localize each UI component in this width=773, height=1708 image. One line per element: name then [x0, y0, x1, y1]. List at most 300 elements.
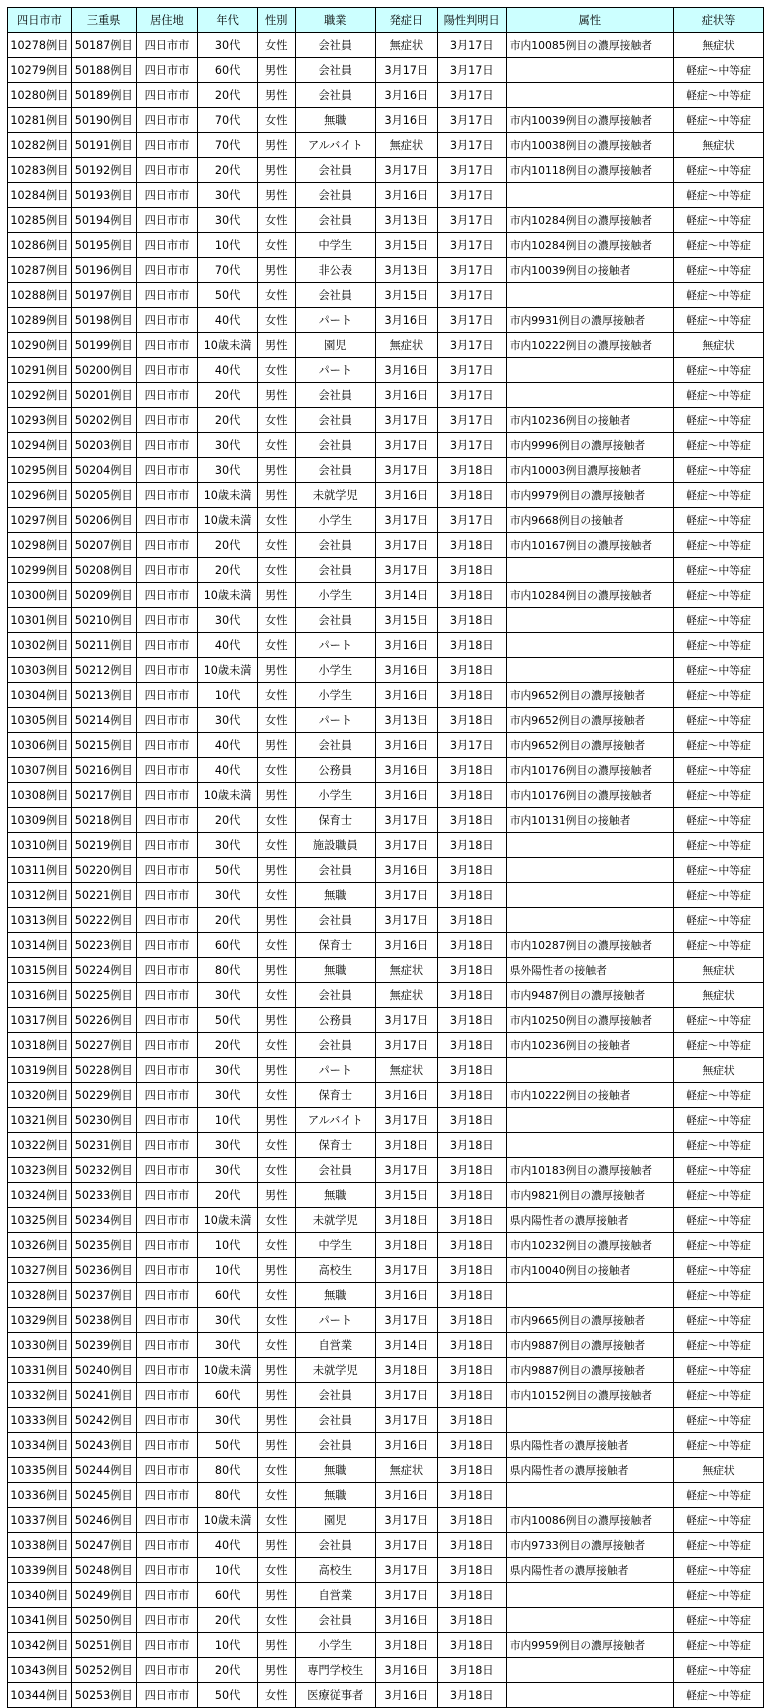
cell-age: 30代 — [198, 433, 258, 458]
cell-sex: 女性 — [257, 708, 295, 733]
cell-city-case: 10341例目 — [8, 1608, 72, 1633]
cell-sex: 男性 — [257, 583, 295, 608]
cell-age: 10代 — [198, 1108, 258, 1133]
cell-residence: 四日市市 — [136, 958, 198, 983]
cell-symptoms: 軽症～中等症 — [674, 1608, 764, 1633]
cell-sex: 男性 — [257, 733, 295, 758]
cell-symptoms: 軽症～中等症 — [674, 1233, 764, 1258]
table-row — [8, 383, 764, 408]
cell-prefecture-case: 50187例目 — [71, 33, 136, 58]
cell-occupation: 会社員 — [295, 608, 376, 633]
cell-occupation: 非公表 — [295, 258, 376, 283]
table-row — [8, 558, 764, 583]
cell-symptoms: 軽症～中等症 — [674, 1558, 764, 1583]
cell-sex: 男性 — [257, 1583, 295, 1608]
cell-age: 50代 — [198, 858, 258, 883]
cell-age: 20代 — [198, 533, 258, 558]
cell-onset-date: 3月17日 — [376, 833, 438, 858]
cell-prefecture-case: 50231例目 — [71, 1133, 136, 1158]
table-row — [8, 108, 764, 133]
cell-positive-date: 3月17日 — [437, 33, 506, 58]
cell-sex: 男性 — [257, 458, 295, 483]
cell-onset-date: 3月17日 — [376, 508, 438, 533]
cell-onset-date: 3月18日 — [376, 1133, 438, 1158]
cell-attribute: 市内9487例目の濃厚接触者 — [506, 983, 673, 1008]
cell-residence: 四日市市 — [136, 1558, 198, 1583]
cell-positive-date: 3月17日 — [437, 433, 506, 458]
cell-age: 50代 — [198, 283, 258, 308]
cell-sex: 女性 — [257, 633, 295, 658]
cell-symptoms: 軽症～中等症 — [674, 558, 764, 583]
cell-positive-date: 3月18日 — [437, 1683, 506, 1708]
cell-sex: 男性 — [257, 1633, 295, 1658]
cell-prefecture-case: 50207例目 — [71, 533, 136, 558]
table-row — [8, 1083, 764, 1108]
header-sex: 性別 — [257, 8, 295, 33]
cell-residence: 四日市市 — [136, 1533, 198, 1558]
cell-occupation: 専門学校生 — [295, 1658, 376, 1683]
cell-occupation: 会社員 — [295, 83, 376, 108]
cell-sex: 女性 — [257, 608, 295, 633]
cell-prefecture-case: 50226例目 — [71, 1008, 136, 1033]
cell-residence: 四日市市 — [136, 1458, 198, 1483]
cell-symptoms: 無症状 — [674, 983, 764, 1008]
cell-symptoms: 軽症～中等症 — [674, 1508, 764, 1533]
cell-onset-date: 3月16日 — [376, 1683, 438, 1708]
cell-occupation: 会社員 — [295, 183, 376, 208]
cell-onset-date: 3月17日 — [376, 1108, 438, 1133]
cell-onset-date: 3月17日 — [376, 1558, 438, 1583]
table-row — [8, 1358, 764, 1383]
cell-prefecture-case: 50213例目 — [71, 683, 136, 708]
cell-sex: 女性 — [257, 33, 295, 58]
cell-residence: 四日市市 — [136, 408, 198, 433]
table-row — [8, 533, 764, 558]
cell-occupation: 会社員 — [295, 733, 376, 758]
cell-age: 30代 — [198, 708, 258, 733]
cell-symptoms: 無症状 — [674, 33, 764, 58]
table-row — [8, 1008, 764, 1033]
cell-attribute — [506, 1408, 673, 1433]
cell-attribute: 市内10086例目の濃厚接触者 — [506, 1508, 673, 1533]
cell-age: 10歳未満 — [198, 658, 258, 683]
cell-positive-date: 3月18日 — [437, 1458, 506, 1483]
cell-positive-date: 3月17日 — [437, 133, 506, 158]
cell-age: 10代 — [198, 683, 258, 708]
cell-attribute: 市内9887例目の濃厚接触者 — [506, 1333, 673, 1358]
cell-residence: 四日市市 — [136, 733, 198, 758]
cell-age: 20代 — [198, 383, 258, 408]
cell-residence: 四日市市 — [136, 1333, 198, 1358]
cell-onset-date: 3月18日 — [376, 1233, 438, 1258]
cell-prefecture-case: 50244例目 — [71, 1458, 136, 1483]
cell-symptoms: 軽症～中等症 — [674, 733, 764, 758]
cell-prefecture-case: 50196例目 — [71, 258, 136, 283]
cell-residence: 四日市市 — [136, 383, 198, 408]
cell-symptoms: 軽症～中等症 — [674, 783, 764, 808]
cell-city-case: 10290例目 — [8, 333, 72, 358]
cell-sex: 女性 — [257, 1608, 295, 1633]
cell-positive-date: 3月17日 — [437, 333, 506, 358]
cell-attribute: 市内10183例目の濃厚接触者 — [506, 1158, 673, 1183]
cell-positive-date: 3月17日 — [437, 108, 506, 133]
cell-residence: 四日市市 — [136, 683, 198, 708]
cell-positive-date: 3月18日 — [437, 1608, 506, 1633]
cell-sex: 男性 — [257, 158, 295, 183]
cell-positive-date: 3月18日 — [437, 1033, 506, 1058]
cell-positive-date: 3月18日 — [437, 458, 506, 483]
cell-occupation: 会社員 — [295, 33, 376, 58]
cell-sex: 女性 — [257, 833, 295, 858]
cell-occupation: 高校生 — [295, 1258, 376, 1283]
cell-attribute — [506, 58, 673, 83]
cell-onset-date: 3月16日 — [376, 1083, 438, 1108]
cell-prefecture-case: 50228例目 — [71, 1058, 136, 1083]
cell-onset-date: 3月16日 — [376, 183, 438, 208]
header-row — [8, 8, 764, 33]
cell-onset-date: 3月16日 — [376, 1283, 438, 1308]
cell-occupation: 無職 — [295, 1183, 376, 1208]
cell-prefecture-case: 50237例目 — [71, 1283, 136, 1308]
cell-city-case: 10281例目 — [8, 108, 72, 133]
cell-occupation: 未就学児 — [295, 1208, 376, 1233]
cell-residence: 四日市市 — [136, 108, 198, 133]
cell-occupation: 保育士 — [295, 1083, 376, 1108]
cell-sex: 男性 — [257, 1058, 295, 1083]
cell-occupation: 会社員 — [295, 58, 376, 83]
cell-city-case: 10306例目 — [8, 733, 72, 758]
table-row — [8, 158, 764, 183]
cell-attribute — [506, 1683, 673, 1708]
cell-residence: 四日市市 — [136, 308, 198, 333]
case-table-body — [8, 33, 764, 1708]
cell-attribute — [506, 1608, 673, 1633]
cell-symptoms: 無症状 — [674, 1058, 764, 1083]
cell-sex: 男性 — [257, 1008, 295, 1033]
cell-city-case: 10344例目 — [8, 1683, 72, 1708]
cell-age: 30代 — [198, 1083, 258, 1108]
cell-prefecture-case: 50232例目 — [71, 1158, 136, 1183]
cell-age: 10歳未満 — [198, 508, 258, 533]
cell-sex: 女性 — [257, 758, 295, 783]
table-row — [8, 208, 764, 233]
cell-city-case: 10284例目 — [8, 183, 72, 208]
cell-city-case: 10325例目 — [8, 1208, 72, 1233]
cell-city-case: 10305例目 — [8, 708, 72, 733]
cell-symptoms: 軽症～中等症 — [674, 83, 764, 108]
cell-positive-date: 3月17日 — [437, 58, 506, 83]
cell-onset-date: 無症状 — [376, 333, 438, 358]
table-row — [8, 1458, 764, 1483]
cell-residence: 四日市市 — [136, 1033, 198, 1058]
cell-positive-date: 3月18日 — [437, 908, 506, 933]
header-symptoms: 症状等 — [674, 8, 764, 33]
cell-age: 30代 — [198, 1408, 258, 1433]
cell-sex: 男性 — [257, 1108, 295, 1133]
cell-prefecture-case: 50222例目 — [71, 908, 136, 933]
cell-age: 30代 — [198, 458, 258, 483]
cell-positive-date: 3月18日 — [437, 533, 506, 558]
header-residence: 居住地 — [136, 8, 198, 33]
cell-sex: 女性 — [257, 1233, 295, 1258]
cell-occupation: 無職 — [295, 1458, 376, 1483]
cell-age: 30代 — [198, 208, 258, 233]
cell-positive-date: 3月18日 — [437, 1533, 506, 1558]
cell-city-case: 10287例目 — [8, 258, 72, 283]
cell-sex: 女性 — [257, 533, 295, 558]
cell-occupation: 会社員 — [295, 1383, 376, 1408]
cell-attribute — [506, 1583, 673, 1608]
cell-attribute: 市内9931例目の濃厚接触者 — [506, 308, 673, 333]
cell-positive-date: 3月18日 — [437, 1483, 506, 1508]
cell-city-case: 10301例目 — [8, 608, 72, 633]
cell-prefecture-case: 50248例目 — [71, 1558, 136, 1583]
table-row — [8, 1233, 764, 1258]
table-row — [8, 433, 764, 458]
table-row — [8, 1208, 764, 1233]
header-prefecture-case: 三重県 — [71, 8, 136, 33]
cell-residence: 四日市市 — [136, 1308, 198, 1333]
cell-attribute: 県内陽性者の濃厚接触者 — [506, 1433, 673, 1458]
cell-age: 60代 — [198, 1383, 258, 1408]
cell-prefecture-case: 50190例目 — [71, 108, 136, 133]
cell-city-case: 10300例目 — [8, 583, 72, 608]
cell-prefecture-case: 50195例目 — [71, 233, 136, 258]
table-row — [8, 1283, 764, 1308]
cell-age: 40代 — [198, 758, 258, 783]
cell-city-case: 10294例目 — [8, 433, 72, 458]
cell-city-case: 10316例目 — [8, 983, 72, 1008]
cell-age: 10歳未満 — [198, 583, 258, 608]
cell-residence: 四日市市 — [136, 1058, 198, 1083]
cell-onset-date: 3月18日 — [376, 1208, 438, 1233]
cell-symptoms: 軽症～中等症 — [674, 233, 764, 258]
cell-symptoms: 軽症～中等症 — [674, 433, 764, 458]
cell-attribute — [506, 358, 673, 383]
cell-symptoms: 軽症～中等症 — [674, 258, 764, 283]
table-row — [8, 33, 764, 58]
header-occupation: 職業 — [295, 8, 376, 33]
cell-attribute: 県外陽性者の接触者 — [506, 958, 673, 983]
cell-positive-date: 3月17日 — [437, 358, 506, 383]
cell-sex: 男性 — [257, 1358, 295, 1383]
cell-residence: 四日市市 — [136, 1683, 198, 1708]
cell-onset-date: 3月16日 — [376, 83, 438, 108]
cell-prefecture-case: 50217例目 — [71, 783, 136, 808]
table-row — [8, 833, 764, 858]
cell-attribute: 市内9996例目の濃厚接触者 — [506, 433, 673, 458]
cell-residence: 四日市市 — [136, 183, 198, 208]
cell-symptoms: 軽症～中等症 — [674, 458, 764, 483]
cell-attribute: 市内10152例目の濃厚接触者 — [506, 1383, 673, 1408]
cell-residence: 四日市市 — [136, 1383, 198, 1408]
cell-symptoms: 軽症～中等症 — [674, 758, 764, 783]
cell-city-case: 10318例目 — [8, 1033, 72, 1058]
cell-symptoms: 軽症～中等症 — [674, 933, 764, 958]
cell-positive-date: 3月18日 — [437, 1083, 506, 1108]
cell-city-case: 10329例目 — [8, 1308, 72, 1333]
cell-positive-date: 3月18日 — [437, 858, 506, 883]
cell-symptoms: 軽症～中等症 — [674, 533, 764, 558]
cell-symptoms: 軽症～中等症 — [674, 58, 764, 83]
cell-sex: 女性 — [257, 1308, 295, 1333]
cell-prefecture-case: 50221例目 — [71, 883, 136, 908]
cell-symptoms: 軽症～中等症 — [674, 1358, 764, 1383]
header-onset-date: 発症日 — [376, 8, 438, 33]
cell-positive-date: 3月18日 — [437, 808, 506, 833]
cell-occupation: 未就学児 — [295, 483, 376, 508]
cell-city-case: 10296例目 — [8, 483, 72, 508]
cell-age: 60代 — [198, 933, 258, 958]
cell-positive-date: 3月18日 — [437, 933, 506, 958]
cell-sex: 女性 — [257, 1133, 295, 1158]
cell-city-case: 10314例目 — [8, 933, 72, 958]
cell-sex: 女性 — [257, 558, 295, 583]
cell-age: 40代 — [198, 1533, 258, 1558]
cell-city-case: 10307例目 — [8, 758, 72, 783]
cell-city-case: 10336例目 — [8, 1483, 72, 1508]
cell-residence: 四日市市 — [136, 558, 198, 583]
cell-onset-date: 3月15日 — [376, 1183, 438, 1208]
cell-sex: 女性 — [257, 233, 295, 258]
header-attribute: 属性 — [506, 8, 673, 33]
cell-age: 70代 — [198, 133, 258, 158]
cell-prefecture-case: 50191例目 — [71, 133, 136, 158]
cell-attribute — [506, 1133, 673, 1158]
cell-occupation: 無職 — [295, 1283, 376, 1308]
cell-sex: 女性 — [257, 1283, 295, 1308]
cell-city-case: 10292例目 — [8, 383, 72, 408]
cell-occupation: 会社員 — [295, 283, 376, 308]
cell-occupation: 無職 — [295, 108, 376, 133]
table-row — [8, 758, 764, 783]
cell-symptoms: 軽症～中等症 — [674, 1683, 764, 1708]
cell-prefecture-case: 50214例目 — [71, 708, 136, 733]
cell-age: 30代 — [198, 608, 258, 633]
table-row — [8, 483, 764, 508]
cell-city-case: 10285例目 — [8, 208, 72, 233]
cell-residence: 四日市市 — [136, 808, 198, 833]
cell-age: 20代 — [198, 808, 258, 833]
cell-positive-date: 3月18日 — [437, 1233, 506, 1258]
cell-onset-date: 3月17日 — [376, 1383, 438, 1408]
cell-sex: 女性 — [257, 108, 295, 133]
cell-prefecture-case: 50240例目 — [71, 1358, 136, 1383]
cell-residence: 四日市市 — [136, 1008, 198, 1033]
cell-prefecture-case: 50208例目 — [71, 558, 136, 583]
cell-onset-date: 3月17日 — [376, 533, 438, 558]
cell-residence: 四日市市 — [136, 783, 198, 808]
cell-prefecture-case: 50230例目 — [71, 1108, 136, 1133]
cell-sex: 女性 — [257, 1458, 295, 1483]
table-row — [8, 458, 764, 483]
cell-age: 70代 — [198, 108, 258, 133]
cell-onset-date: 3月17日 — [376, 883, 438, 908]
cell-city-case: 10315例目 — [8, 958, 72, 983]
cell-sex: 男性 — [257, 1533, 295, 1558]
cell-age: 80代 — [198, 1458, 258, 1483]
cell-positive-date: 3月18日 — [437, 708, 506, 733]
table-row — [8, 608, 764, 633]
cell-symptoms: 軽症～中等症 — [674, 1258, 764, 1283]
cell-age: 10代 — [198, 1258, 258, 1283]
cell-residence: 四日市市 — [136, 1633, 198, 1658]
cell-attribute: 市内10284例目の濃厚接触者 — [506, 208, 673, 233]
cell-onset-date: 3月16日 — [376, 358, 438, 383]
cell-residence: 四日市市 — [136, 1208, 198, 1233]
cell-sex: 女性 — [257, 983, 295, 1008]
cell-age: 30代 — [198, 33, 258, 58]
cell-city-case: 10298例目 — [8, 533, 72, 558]
cell-city-case: 10328例目 — [8, 1283, 72, 1308]
cell-prefecture-case: 50227例目 — [71, 1033, 136, 1058]
cell-prefecture-case: 50249例目 — [71, 1583, 136, 1608]
cell-symptoms: 軽症～中等症 — [674, 808, 764, 833]
cell-onset-date: 3月17日 — [376, 558, 438, 583]
cell-positive-date: 3月18日 — [437, 783, 506, 808]
cell-sex: 男性 — [257, 333, 295, 358]
cell-age: 30代 — [198, 1133, 258, 1158]
cell-occupation: 会社員 — [295, 1433, 376, 1458]
cell-positive-date: 3月17日 — [437, 733, 506, 758]
cell-residence: 四日市市 — [136, 583, 198, 608]
cell-sex: 女性 — [257, 683, 295, 708]
cell-positive-date: 3月18日 — [437, 483, 506, 508]
table-row — [8, 1333, 764, 1358]
cell-symptoms: 軽症～中等症 — [674, 683, 764, 708]
cell-symptoms: 軽症～中等症 — [674, 1283, 764, 1308]
cell-attribute — [506, 1108, 673, 1133]
cell-residence: 四日市市 — [136, 633, 198, 658]
cell-city-case: 10295例目 — [8, 458, 72, 483]
cell-occupation: 会社員 — [295, 1608, 376, 1633]
cell-onset-date: 3月13日 — [376, 708, 438, 733]
cell-symptoms: 軽症～中等症 — [674, 1033, 764, 1058]
cell-residence: 四日市市 — [136, 858, 198, 883]
cell-prefecture-case: 50194例目 — [71, 208, 136, 233]
cell-prefecture-case: 50215例目 — [71, 733, 136, 758]
cell-onset-date: 無症状 — [376, 33, 438, 58]
cell-city-case: 10335例目 — [8, 1458, 72, 1483]
cell-positive-date: 3月17日 — [437, 83, 506, 108]
cell-sex: 女性 — [257, 1683, 295, 1708]
cell-prefecture-case: 50241例目 — [71, 1383, 136, 1408]
table-row — [8, 1683, 764, 1708]
cell-sex: 女性 — [257, 1508, 295, 1533]
cell-positive-date: 3月18日 — [437, 1383, 506, 1408]
cell-age: 40代 — [198, 308, 258, 333]
cell-residence: 四日市市 — [136, 1583, 198, 1608]
cell-attribute: 市内10167例目の濃厚接触者 — [506, 533, 673, 558]
cell-sex: 男性 — [257, 1433, 295, 1458]
cell-prefecture-case: 50192例目 — [71, 158, 136, 183]
cell-onset-date: 3月16日 — [376, 1483, 438, 1508]
cell-age: 10歳未満 — [198, 483, 258, 508]
cell-attribute: 市内10236例目の接触者 — [506, 1033, 673, 1058]
cell-city-case: 10337例目 — [8, 1508, 72, 1533]
cell-prefecture-case: 50209例目 — [71, 583, 136, 608]
cell-residence: 四日市市 — [136, 258, 198, 283]
cell-occupation: 会社員 — [295, 1158, 376, 1183]
cell-symptoms: 軽症～中等症 — [674, 1083, 764, 1108]
cell-prefecture-case: 50229例目 — [71, 1083, 136, 1108]
cell-symptoms: 軽症～中等症 — [674, 1433, 764, 1458]
cell-residence: 四日市市 — [136, 1233, 198, 1258]
cell-city-case: 10334例目 — [8, 1433, 72, 1458]
cell-symptoms: 軽症～中等症 — [674, 483, 764, 508]
cell-prefecture-case: 50216例目 — [71, 758, 136, 783]
cell-positive-date: 3月18日 — [437, 1508, 506, 1533]
